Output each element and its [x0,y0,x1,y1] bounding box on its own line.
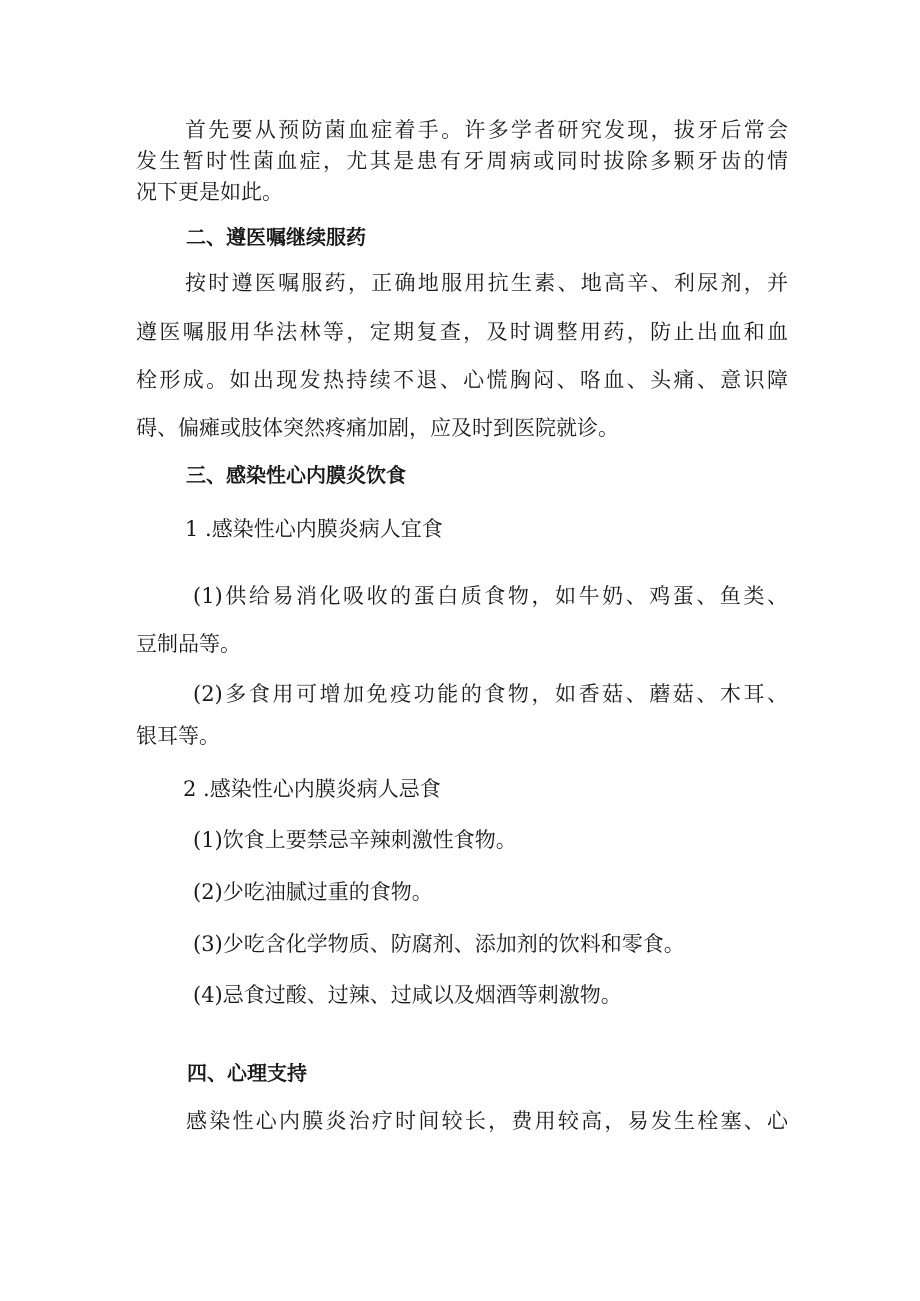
section-heading: 二、遵医嘱继续服药 [186,225,366,249]
section-heading: 三、感染性心内膜炎饮食 [186,463,406,487]
paragraph-line: 按时遵医嘱服药，正确地服用抗生素、地高辛、利尿剂，并 [185,271,788,295]
paragraph-line: 感染性心内膜炎治疗时间较长，费用较高，易发生栓塞、心 [186,1109,788,1133]
list-item: (3)少吃含化学物质、防腐剂、添加剂的饮料和零食。 [193,932,685,956]
paragraph-line: 发生暂时性菌血症，尤其是患有牙周病或同时拔除多颗牙齿的情 [136,149,788,173]
list-item-continuation: 银耳等。 [136,724,220,748]
list-item: (1)供给易消化吸收的蛋白质食物，如牛奶、鸡蛋、鱼类、 [193,584,788,608]
paragraph-line: 遵医嘱服用华法林等，定期复查，及时调整用药，防止出血和血 [136,320,788,344]
paragraph-line: 况下更是如此。 [136,180,283,204]
list-item: (2)少吃油腻过重的食物。 [193,880,433,904]
list-item-continuation: 豆制品等。 [136,632,241,656]
list-item: (1)饮食上要禁忌辛辣刺激性食物。 [193,828,517,852]
section-heading: 四、心理支持 [187,1061,307,1085]
paragraph-line: 栓形成。如出现发热持续不退、心慌胸闷、咯血、头痛、意识障 [136,368,788,392]
list-item: (4)忌食过酸、过辣、过咸以及烟酒等刺激物。 [193,983,622,1007]
subsection-title: 1 .感染性心内膜炎病人宜食 [185,517,443,541]
list-item: (2)多食用可增加免疫功能的食物，如香菇、蘑菇、木耳、 [193,682,788,706]
paragraph-line: 首先要从预防菌血症着手。许多学者研究发现，拔牙后常会 [185,118,788,142]
paragraph-line: 碍、偏瘫或肢体突然疼痛加剧，应及时到医院就诊。 [136,416,619,440]
subsection-title: 2 .感染性心内膜炎病人忌食 [183,777,441,801]
